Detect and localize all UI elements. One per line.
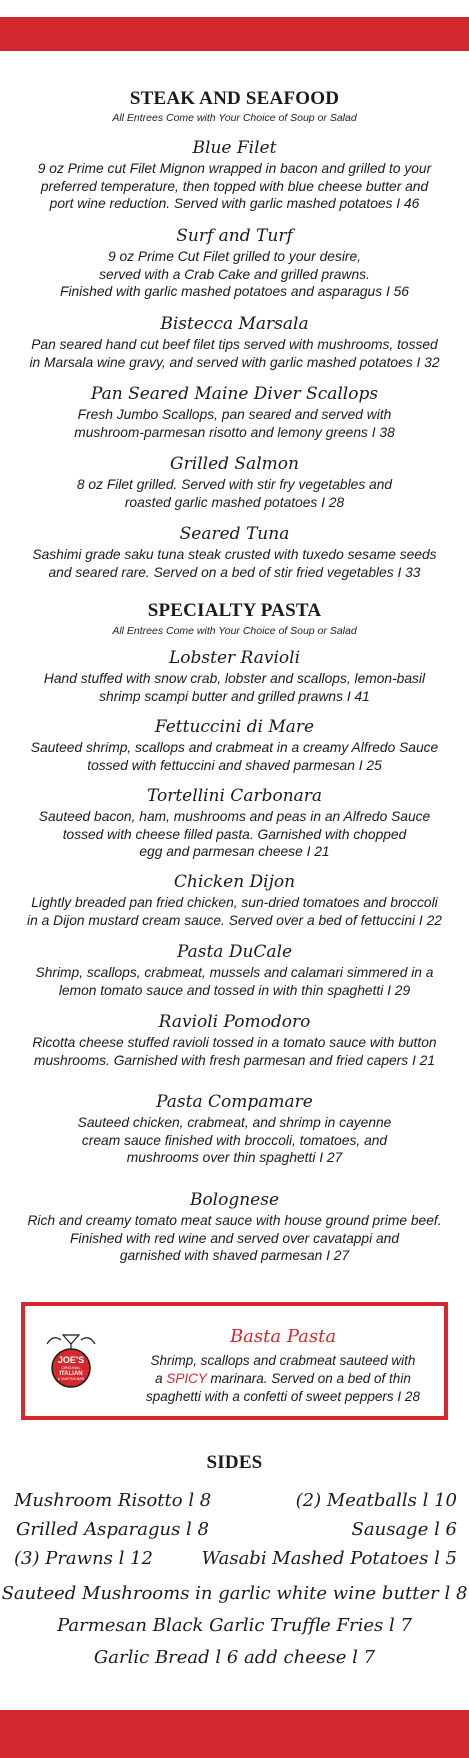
steak-seafood-subtitle: All Entrees Come with Your Choice of Soup or Salad xyxy=(112,112,357,124)
item-name: Blue Filet xyxy=(192,138,277,158)
item-description: Pan seared hand cut beef filet tips served with mushrooms, tossed in Marsala wine gravy, and served with garlic mashed potatoes I 32 xyxy=(29,337,440,370)
item-name: Lobster Ravioli xyxy=(168,648,301,668)
item-description: Shrimp, scallops, crabmeat, mussels and calamari simmered in a lemon tomato sauce and tossed in with thin spaghetti I 29 xyxy=(35,965,434,998)
featured-dish-description: Shrimp, scallops and crabmeat sauteed with a SPICY marinara. Served on a bed of thin spaghetti with a confetti of sweet peppers I 28 xyxy=(146,1353,420,1404)
item-name: Fettuccini di Mare xyxy=(154,717,315,737)
item-name: Pan Seared Maine Diver Scallops xyxy=(90,384,379,404)
side-item: Mushroom Risotto l 8 xyxy=(14,1490,212,1511)
item-name: Surf and Turf xyxy=(176,226,293,246)
item-name: Grilled Salmon xyxy=(170,454,299,474)
item-description: Sashimi grade saku tuna steak crusted with tuxedo sesame seeds and seared rare. Served on a bed of stir fried vegetables I 33 xyxy=(32,547,437,580)
featured-dish-box xyxy=(21,1302,448,1420)
item-name: Chicken Dijon xyxy=(173,872,296,892)
item-description: 8 oz Filet grilled. Served with stir fry vegetables and roasted garlic mashed potatoes I 28 xyxy=(76,477,393,510)
svg-text:ORIGINAL: ORIGINAL xyxy=(61,1365,81,1370)
bottom-red-band xyxy=(0,1710,469,1758)
item-description: Sauteed shrimp, scallops and crabmeat in a creamy Alfredo Sauce tossed with fettuccini and shaved parmesan I 25 xyxy=(30,740,439,773)
specialty-pasta-title: SPECIALTY PASTA xyxy=(147,600,322,621)
spicy-label: SPICY xyxy=(166,1371,207,1386)
specialty-pasta-subtitle: All Entrees Come with Your Choice of Soup or Salad xyxy=(112,625,357,637)
featured-dish-name: Basta Pasta xyxy=(229,1326,337,1347)
side-item: Garlic Bread l 6 add cheese l 7 xyxy=(93,1647,376,1668)
svg-text:JOE'S: JOE'S xyxy=(57,1355,85,1365)
side-item: Grilled Asparagus l 8 xyxy=(16,1519,209,1540)
top-red-band xyxy=(0,17,469,51)
item-description: Sauteed bacon, ham, mushrooms and peas in an Alfredo Sauce tossed with cheese filled pasta. Garnished with chopped egg and parmesan cheese I 21 xyxy=(38,809,431,860)
item-name: Seared Tuna xyxy=(179,524,290,544)
item-description: Hand stuffed with snow crab, lobster and scallops, lemon-basil shrimp scampi butter and grilled prawns I 41 xyxy=(43,671,426,704)
side-item: (3) Prawns l 12 xyxy=(14,1548,154,1569)
item-name: Bistecca Marsala xyxy=(160,314,309,334)
item-description: 9 oz Prime cut Filet Mignon wrapped in bacon and grilled to your preferred temperature, then topped with blue cheese butter and port wine reduction. Served with garlic mashed potatoes I 46 xyxy=(37,161,432,212)
side-item: Sausage l 6 xyxy=(351,1519,457,1540)
item-name: Ravioli Pomodoro xyxy=(158,1012,311,1032)
item-name: Pasta DuCale xyxy=(176,942,293,962)
item-description: Sauteed chicken, crabmeat, and shrimp in cayenne cream sauce finished with broccoli, tomatoes, and mushrooms over thin spaghetti I 27 xyxy=(77,1115,392,1166)
side-item: Parmesan Black Garlic Truffle Fries l 7 xyxy=(57,1615,412,1636)
item-description: Rich and creamy tomato meat sauce with house ground prime beef. Finished with red wine and served over cavatappi and garnished with shaved parmesan I 27 xyxy=(27,1213,442,1264)
svg-text:ITALIAN: ITALIAN xyxy=(59,1371,83,1377)
steak-seafood-title: STEAK AND SEAFOOD xyxy=(129,88,340,109)
side-item: (2) Meatballs l 10 xyxy=(295,1490,457,1511)
restaurant-logo xyxy=(43,1330,99,1390)
item-name: Tortellini Carbonara xyxy=(146,786,323,806)
item-description: Lightly breaded pan fried chicken, sun-dried tomatoes and broccoli in a Dijon mustard cream sauce. Served over a bed of fettuccini I 22 xyxy=(27,895,442,928)
side-item: Sauteed Mushrooms in garlic white wine butter l 8 xyxy=(1,1583,468,1604)
item-description: 9 oz Prime Cut Filet grilled to your desire, served with a Crab Cake and grilled prawns. Finished with garlic mashed potatoes and asparagus I 56 xyxy=(60,249,409,300)
item-description: Ricotta cheese stuffed ravioli tossed in a tomato sauce with button mushrooms. Garnished with fresh parmesan and fried capers I 21 xyxy=(32,1035,437,1068)
item-description: Fresh Jumbo Scallops, pan seared and served with mushroom-parmesan risotto and lemony greens I 38 xyxy=(74,407,395,440)
sides-title: SIDES xyxy=(206,1452,263,1473)
item-name: Bolognese xyxy=(189,1190,280,1210)
svg-text:& MARTINI BAR: & MARTINI BAR xyxy=(57,1377,85,1381)
item-name: Pasta Compamare xyxy=(156,1092,313,1112)
side-item: Wasabi Mashed Potatoes l 5 xyxy=(201,1548,457,1569)
